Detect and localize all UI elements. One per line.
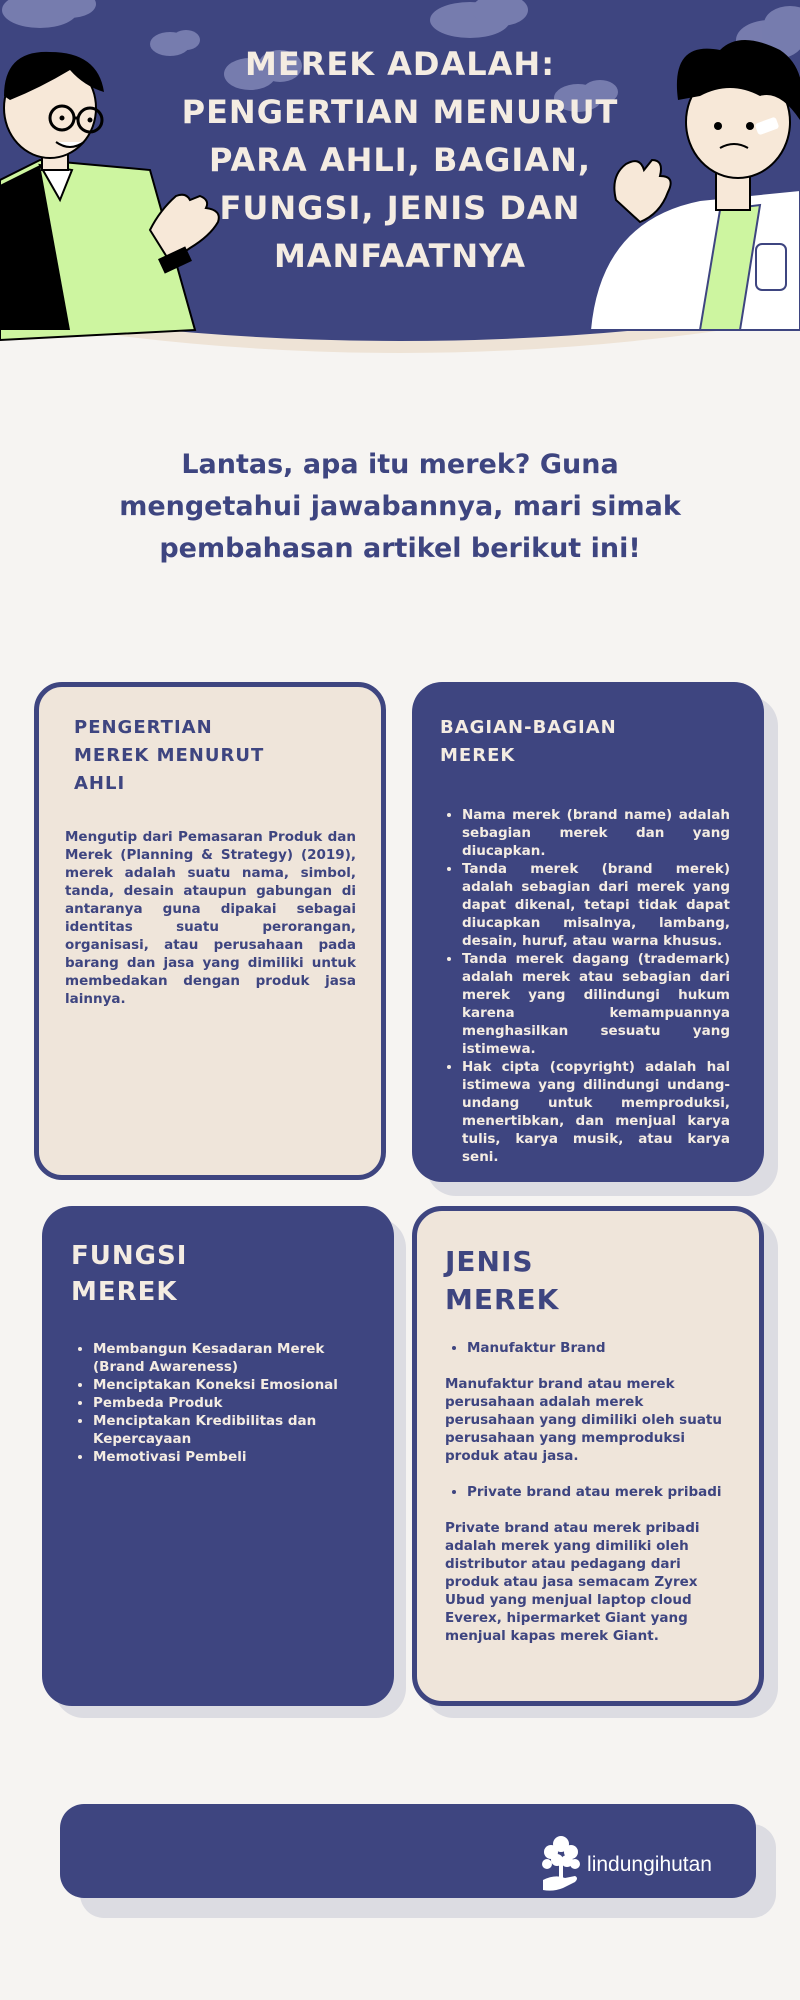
card-title (445, 1243, 729, 1319)
list-item: • Menciptakan Kredibilitas dan Kepercayaan (93, 1412, 364, 1448)
card-title-line: JENIS (445, 1245, 534, 1278)
footer-banner (60, 1804, 756, 1898)
card-fungsi (42, 1206, 394, 1706)
brand-name: lindungihutan (587, 1853, 712, 1876)
card-title-line: MEREK (440, 745, 516, 766)
card-paragraph: Private brand atau merek pribadi adalah merek yang dimiliki oleh distributor atau pedagang dari produk atau jasa semacam Zyrex Ubud yang menjual laptop cloud Everex, hipermarket Giant yang menjual kapas merek Giant. (445, 1520, 700, 1644)
list-item: • Tanda merek (brand merek) adalah sebagian dari merek yang dapat dikenal, tetapi tidak dapat diucapkan misalnya, lambang, desain, huruf, atau warna khusus. (462, 860, 730, 950)
card-bagian (412, 682, 764, 1182)
card-title (71, 1238, 364, 1310)
list-item: • Tanda merek dagang (trademark) adalah merek atau sebagian dari merek yang dilindungi hukum karena kemampuannya menghasilkan sesuatu yang istimewa. (462, 950, 730, 1058)
tree-hand-icon (539, 1834, 583, 1896)
brand-logo[interactable] (539, 1834, 712, 1896)
list-item: • Menciptakan Koneksi Emosional (93, 1376, 364, 1394)
title-line: MEREK ADALAH: (245, 45, 555, 83)
title-line: MANFAATNYA (273, 237, 527, 275)
card-title-line: MEREK MENURUT (74, 745, 265, 766)
list-item: • Manufaktur Brand (467, 1339, 729, 1357)
title-line: FUNGSI, JENIS DAN (219, 189, 581, 227)
bagian-list (440, 806, 730, 1166)
card-pengertian (34, 682, 386, 1180)
page-title (175, 40, 625, 280)
list-item: • Membangun Kesadaran Merek (Brand Awareness) (93, 1340, 364, 1376)
list-item: • Nama merek (brand name) adalah sebagian merek dan yang diucapkan. (462, 806, 730, 860)
fungsi-list (71, 1340, 364, 1466)
card-paragraph: Manufaktur brand atau merek perusahaan adalah merek perusahaan yang dimiliki oleh suatu perusahaan yang memproduksi produk atau jasa. (445, 1376, 722, 1464)
card-title-line: MEREK (445, 1283, 560, 1316)
card-jenis (412, 1206, 764, 1706)
card-title-line: BAGIAN-BAGIAN (440, 717, 617, 738)
list-item: • Hak cipta (copyright) adalah hal istimewa yang dilindungi undang-undang untuk memproduksi, menertibkan, dan menjual karya tulis, karya musik, atau karya seni. (462, 1058, 730, 1166)
card-title (440, 714, 730, 770)
jenis-list (445, 1483, 729, 1501)
title-line: PARA AHLI, BAGIAN, (209, 141, 591, 179)
title-line: PENGERTIAN MENURUT (181, 93, 619, 131)
list-item: • Memotivasi Pembeli (93, 1448, 364, 1466)
header-banner (0, 0, 800, 372)
list-item: • Pembeda Produk (93, 1394, 364, 1412)
list-item: • Private brand atau merek pribadi (467, 1483, 729, 1501)
card-body: Mengutip dari Pemasaran Produk dan Merek (Planning & Strategy) (2019), merek adalah suatu nama, simbol, tanda, desain ataupun gabungan di antaranya guna dipakai sebagai identitas suatu perorangan, organisasi, atau perusahaan pada barang dan jasa yang dimiliki untuk membedakan dengan produk jasa lainnya. (65, 829, 356, 1007)
card-title-line: MEREK (71, 1277, 178, 1307)
card-title (74, 714, 356, 798)
card-title-line: PENGERTIAN (74, 717, 213, 738)
card-title-line: FUNGSI (71, 1241, 188, 1271)
card-title-line: AHLI (74, 773, 126, 794)
intro-text: Lantas, apa itu merek? Guna mengetahui jawabannya, mari simak pembahasan artikel berikut ini! (119, 449, 681, 564)
jenis-list (445, 1339, 729, 1357)
